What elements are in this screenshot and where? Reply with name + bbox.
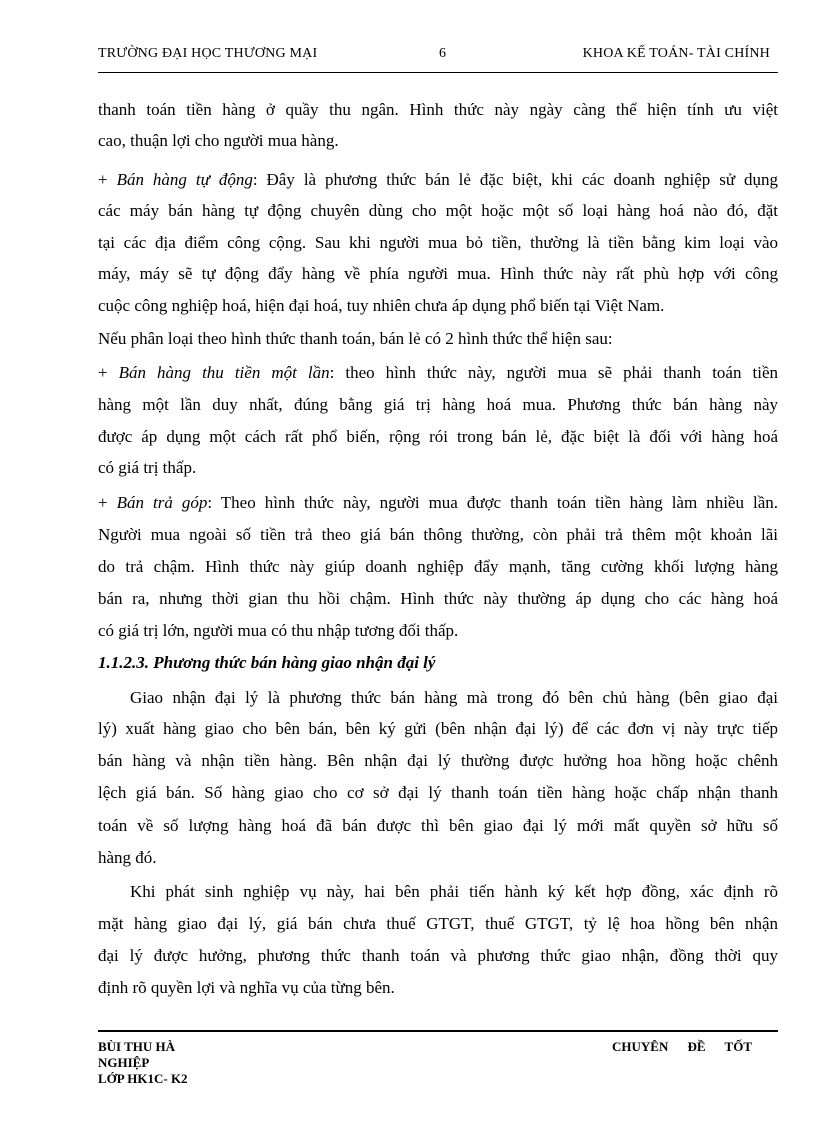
paragraph-line: hàng đó. (98, 848, 157, 867)
paragraph-line: được áp dụng một cách rất phổ biến, rộng rói trong bán lẻ, đặc biệt là đối với hàng hoá (98, 427, 778, 446)
paragraph-line: có giá trị lớn, người mua có thu nhập tương đối thấp. (98, 621, 459, 640)
header-school-name: TRƯỜNG ĐẠI HỌC THƯƠNG MẠI (98, 46, 318, 61)
footer-class: LỚP HK1C- K2 (98, 1071, 188, 1086)
header-faculty-name: KHOA KẾ TOÁN- TÀI CHÍNH (582, 46, 770, 61)
paragraph-line: cuộc công nghiệp hoá, hiện đại hoá, tuy nhiên chưa áp dụng phổ biến tại Việt Nam. (98, 296, 665, 315)
paragraph-line (98, 363, 778, 387)
paragraph-line: do trả chậm. Hình thức này giúp doanh nghiệp đẩy mạnh, tăng cường khối lượng hàng (98, 557, 778, 576)
bullet-plus: + (98, 493, 117, 512)
paragraph-line: mặt hàng giao đại lý, giá bán chưa thuế GTGT, thuế GTGT, tỷ lệ hoa hồng bên nhận (98, 914, 778, 933)
term-installment-sales: Bán trả góp (116, 493, 208, 512)
paragraph-line: các máy bán hàng tự động chuyên dùng cho một hoặc một số loại hàng hoá nào đó, đặt (98, 201, 778, 220)
footer-author: BÙI THU HÀ (98, 1039, 176, 1054)
paragraph-line: bán hàng và nhận tiền hàng. Bên nhận đại lý thường được hưởng hoa hồng hoặc chênh (98, 751, 778, 770)
page-header (98, 46, 770, 68)
paragraph-line: Khi phát sinh nghiệp vụ này, hai bên phải tiến hành ký kết hợp đồng, xác định rõ (130, 882, 778, 901)
bullet-plus: + (98, 363, 119, 382)
paragraph-line: lý) xuất hàng giao cho bên bán, bên ký gửi (bên nhận đại lý) để các đơn vị này trực tiếp (98, 719, 778, 738)
paragraph-text: : Đây là phương thức bán lẻ đặc biệt, khi các doanh nghiệp sử dụng (252, 170, 778, 189)
paragraph-text: : theo hình thức này, người mua sẽ phải thanh toán tiền (329, 363, 778, 382)
paragraph-line (98, 493, 778, 517)
paragraph-line: Giao nhận đại lý là phương thức bán hàng mà trong đó bên chủ hàng (bên giao đại (130, 688, 778, 707)
paragraph-line: đại lý được hưởng, phương thức thanh toán và phương thức giao nhận, đồng thời quy (98, 946, 778, 965)
paragraph-line: định rõ quyền lợi và nghĩa vụ của từng bên. (98, 978, 395, 997)
footer-author-cont: NGHIỆP (98, 1055, 150, 1070)
term-automatic-sales: Bán hàng tự động (116, 170, 253, 189)
page-number: 6 (439, 46, 447, 61)
paragraph-line: bán ra, nhưng thời gian thu hồi chậm. Hình thức này thường áp dụng cho các hàng hoá (98, 589, 778, 608)
paragraph-line: thanh toán tiền hàng ở quầy thu ngân. Hình thức này ngày càng thể hiện tính ưu việt (98, 100, 778, 119)
paragraph-text: : Theo hình thức này, người mua được thanh toán tiền hàng làm nhiều lần. (207, 493, 779, 512)
header-rule (98, 72, 778, 73)
paragraph-line: tại các địa điểm công cộng. Sau khi người mua bỏ tiền, thường là tiền bằng kim loại vào (98, 233, 778, 252)
paragraph-line (98, 170, 778, 194)
paragraph-line: Người mua ngoài số tiền trả theo giá bán thông thường, còn phải trả thêm một khoản lãi (98, 525, 778, 544)
section-heading: 1.1.2.3. Phương thức bán hàng giao nhận đại lý (98, 653, 436, 672)
paragraph-line: hàng một lần duy nhất, đúng bằng giá trị hàng hoá mua. Phương thức bán hàng này (98, 395, 778, 414)
paragraph-line: toán về số lượng hàng hoá đã bán được thì bên giao đại lý mới mất quyền sở hữu số (98, 816, 778, 835)
footer-topic: CHUYÊN ĐỀ TỐT (612, 1039, 752, 1054)
term-one-time-payment: Bán hàng thu tiền một lần (118, 363, 330, 382)
paragraph-line: Nếu phân loại theo hình thức thanh toán, bán lẻ có 2 hình thức thể hiện sau: (98, 329, 613, 348)
paragraph-line: cao, thuận lợi cho người mua hàng. (98, 131, 339, 150)
paragraph-line: máy, máy sẽ tự động đẩy hàng về phía người mua. Hình thức này rất phù hợp với công (98, 264, 778, 283)
paragraph-line: có giá trị thấp. (98, 458, 197, 477)
bullet-plus: + (98, 170, 117, 189)
paragraph-line: lệch giá bán. Số hàng giao cho cơ sở đại lý thanh toán tiền hàng hoặc chấp nhận thanh (98, 783, 778, 802)
footer-rule (98, 1030, 778, 1032)
footer-author-block (98, 1039, 298, 1087)
